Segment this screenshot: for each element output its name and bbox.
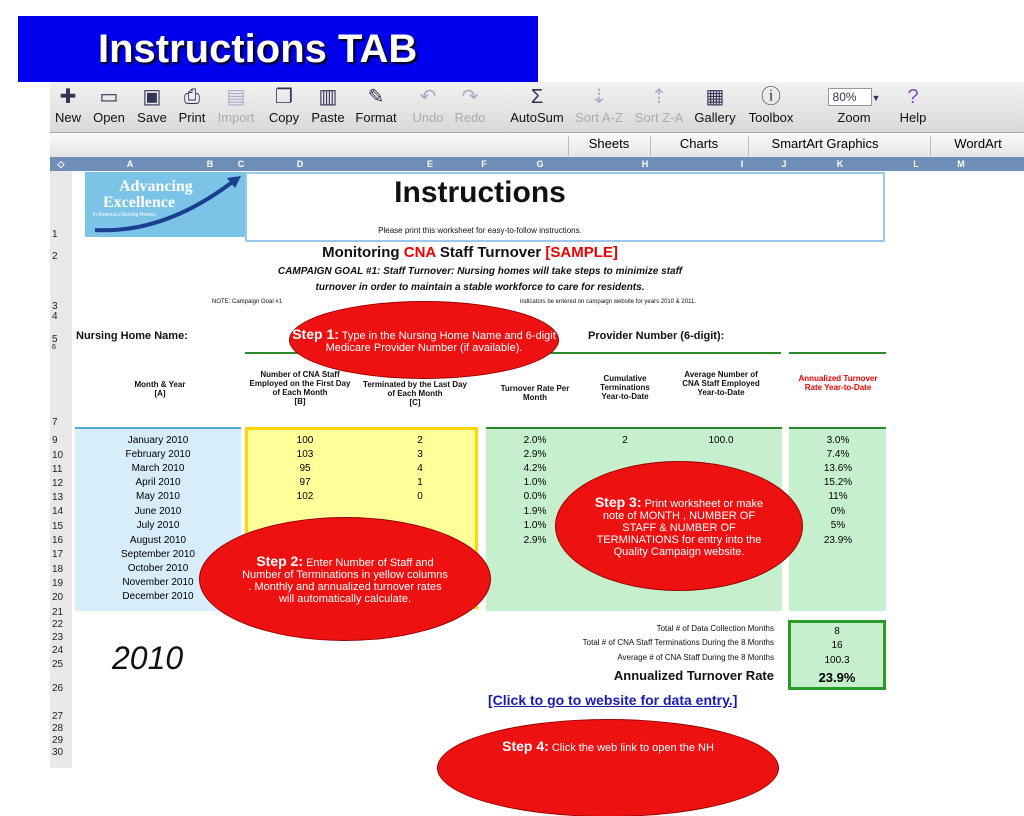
column-header[interactable]: K	[836, 159, 844, 169]
month-cell[interactable]: December 2010	[122, 591, 194, 602]
step-2-callout: Step 2: Enter Number of Staff and Number of Terminations in yellow columns . Monthly and annualized turnover rates will automatically calculate.	[200, 518, 490, 640]
annualized-cell: 23.9%	[823, 535, 853, 546]
average-cell: 100.0	[708, 435, 734, 446]
row-number[interactable]: 15	[52, 521, 64, 532]
select-all-corner[interactable]: ◇	[57, 159, 65, 169]
annualized-cell: 5%	[830, 520, 846, 531]
month-cell[interactable]: February 2010	[125, 449, 191, 460]
provider-number-label: Provider Number (6-digit):	[588, 330, 725, 342]
toolbox-icon: ⓘ	[761, 86, 781, 108]
row-number[interactable]: 28	[52, 723, 64, 734]
printer-icon: ⎙	[184, 86, 200, 108]
terminated-cell[interactable]: 2	[417, 435, 423, 446]
column-header[interactable]: A	[126, 159, 134, 169]
copy-button[interactable]: ❐ Copy	[264, 82, 304, 132]
header-annualized: Annualized Turnover Rate Year-to-Date	[798, 374, 878, 392]
column-header[interactable]: G	[536, 159, 544, 169]
annualized-rate-label: Annualized Turnover Rate	[613, 668, 774, 683]
row-number[interactable]: 29	[52, 735, 64, 746]
header-month: Month & Year [A]	[134, 380, 186, 398]
row-number[interactable]: 5	[52, 334, 58, 345]
row-number[interactable]: 18	[52, 564, 64, 575]
column-header-bar	[50, 157, 1024, 171]
row-number[interactable]: 1	[52, 229, 58, 240]
rate-cell: 2.0%	[523, 435, 547, 446]
gallery-button[interactable]: ▦ Gallery	[690, 82, 740, 132]
gallery-icon: ▦	[705, 86, 725, 108]
row-number[interactable]: 4	[52, 311, 58, 322]
campaign-goal-line1: CAMPAIGN GOAL #1: Staff Turnover: Nursing homes will take steps to minimize staff	[277, 266, 683, 277]
sort-ascending-button[interactable]: ⇣ Sort A-Z	[570, 82, 628, 132]
row-number[interactable]: 25	[52, 659, 64, 670]
rate-cell: 0.0%	[523, 491, 547, 502]
import-icon: ▤	[226, 86, 246, 108]
employed-cell[interactable]: 100	[296, 435, 314, 446]
website-link[interactable]: [Click to go to website for data entry.]	[488, 692, 738, 708]
undo-icon: ↶	[419, 86, 437, 108]
employed-cell[interactable]: 95	[299, 463, 311, 474]
redo-button[interactable]: ↷ Redo	[450, 82, 490, 132]
step-3-callout: Step 3: Print worksheet or make note of MONTH , NUMBER OF STAFF & NUMBER OF TERMINATIONS for entry into the Quality Campaign website.	[556, 462, 802, 590]
row-number[interactable]: 11	[52, 464, 63, 475]
terminated-cell[interactable]: 4	[417, 463, 423, 474]
import-button[interactable]: ▤ Import	[212, 82, 260, 132]
autosum-button[interactable]: Σ AutoSum	[506, 82, 568, 132]
row-number[interactable]: 17	[52, 549, 64, 560]
annualized-cell: 11%	[828, 491, 848, 502]
sheet-heading: Instructions	[394, 176, 566, 209]
disk-icon: ▣	[142, 86, 162, 108]
month-cell[interactable]: October 2010	[127, 563, 189, 574]
new-button[interactable]: ✚ New	[50, 82, 86, 132]
sort-ascending-icon: ⇣	[590, 86, 608, 108]
summary-label: Total # of Data Collection Months	[656, 624, 774, 633]
year-label: 2010	[112, 640, 184, 676]
row-number[interactable]: 13	[52, 492, 64, 503]
row-number[interactable]: 3	[52, 301, 58, 312]
month-cell[interactable]: July 2010	[136, 520, 180, 531]
swoosh-icon	[85, 172, 245, 237]
help-button[interactable]: ? Help	[896, 82, 930, 132]
annualized-cell: 13.6%	[823, 463, 853, 474]
tab-smartart-graphics[interactable]: SmartArt Graphics	[748, 136, 901, 156]
copy-icon: ❐	[275, 86, 293, 108]
row-number[interactable]: 7	[52, 417, 58, 428]
annualized-cell: 15.2%	[823, 477, 853, 488]
row-number[interactable]: 16	[52, 535, 64, 546]
row-number[interactable]: 6	[52, 344, 56, 351]
column-header[interactable]: J	[781, 159, 787, 169]
toolbar	[50, 82, 1024, 133]
sort-descending-button[interactable]: ⇡ Sort Z-A	[630, 82, 688, 132]
summary-value: 16	[831, 640, 843, 651]
zoom-select[interactable]: 80%	[828, 88, 872, 106]
rate-cell: 1.0%	[523, 477, 547, 488]
annualized-cell: 7.4%	[826, 449, 850, 460]
month-cell[interactable]: June 2010	[134, 506, 182, 517]
nursing-home-label: Nursing Home Name:	[76, 330, 188, 342]
row-number[interactable]: 14	[52, 506, 64, 517]
summary-label: Total # of CNA Staff Terminations During the 8 Months	[582, 638, 774, 647]
rate-cell: 2.9%	[523, 449, 547, 460]
employed-cell[interactable]: 103	[296, 449, 314, 460]
column-header[interactable]: C	[237, 159, 245, 169]
format-button[interactable]: ✎ Format	[352, 82, 400, 132]
paintbrush-icon: ✎	[367, 86, 385, 108]
toolbox-button[interactable]: ⓘ Toolbox	[742, 82, 800, 132]
note-label: NOTE: Campaign Goal #1	[212, 299, 283, 305]
new-document-icon: ✚	[59, 86, 77, 108]
row-number[interactable]: 23	[52, 632, 64, 643]
annualized-rate-value: 23.9%	[818, 670, 856, 685]
save-button[interactable]: ▣ Save	[132, 82, 172, 132]
sort-descending-icon: ⇡	[650, 86, 668, 108]
print-note: Please print this worksheet for easy-to-follow instructions.	[378, 226, 582, 235]
help-icon: ?	[907, 86, 919, 108]
column-header[interactable]: H	[641, 159, 649, 169]
column-header[interactable]: E	[426, 159, 433, 169]
row-number[interactable]: 19	[52, 578, 64, 589]
rate-cell: 4.2%	[523, 463, 547, 474]
column-header[interactable]: I	[740, 159, 744, 169]
zoom-control[interactable]: 80% ▼ Zoom	[820, 82, 888, 132]
row-number[interactable]: 21	[52, 607, 64, 618]
row-number[interactable]: 26	[52, 683, 64, 694]
banner-title: Instructions TAB	[98, 26, 418, 71]
sigma-icon: Σ	[530, 86, 544, 108]
monitoring-title: Monitoring CNA Staff Turnover [SAMPLE]	[322, 244, 618, 261]
row-number[interactable]: 12	[52, 478, 64, 489]
rate-cell: 2.9%	[523, 535, 547, 546]
summary-value: 8	[834, 626, 840, 637]
summary-label: Average # of CNA Staff During the 8 Months	[617, 653, 774, 662]
month-cell[interactable]: September 2010	[121, 549, 195, 560]
page-title-banner	[18, 16, 538, 82]
row-number[interactable]: 9	[52, 435, 58, 446]
column-header[interactable]: F	[481, 159, 487, 169]
chevron-down-icon: ▼	[871, 93, 881, 103]
step-4-callout: Step 4: Click the web link to open the NH	[438, 720, 778, 816]
month-cell[interactable]: November 2010	[122, 577, 194, 588]
rate-cell: 1.0%	[523, 520, 547, 531]
ribbon-tabs	[50, 133, 1024, 158]
step-1-callout: Step 1: Type in the Nursing Home Name and 6-digit Medicare Provider Number (if available).	[290, 302, 558, 378]
month-cell[interactable]: August 2010	[129, 535, 187, 546]
column-header[interactable]: D	[296, 159, 304, 169]
column-header[interactable]: B	[206, 159, 214, 169]
header-terminated: Terminated by the Last Day of Each Month [C]	[363, 380, 467, 407]
redo-icon: ↷	[461, 86, 479, 108]
month-cell[interactable]: May 2010	[136, 491, 180, 502]
terminated-cell[interactable]: 1	[417, 477, 423, 488]
employed-cell[interactable]: 102	[296, 491, 314, 502]
month-cell[interactable]: January 2010	[127, 435, 189, 446]
tab-sheets[interactable]: Sheets	[568, 136, 649, 156]
print-button[interactable]: ⎙ Print	[173, 82, 211, 132]
header-rate: Turnover Rate Per Month	[500, 384, 570, 402]
row-number[interactable]: 22	[52, 619, 64, 630]
month-cell[interactable]: March 2010	[131, 463, 185, 474]
terminated-cell[interactable]: 0	[417, 491, 423, 502]
column-header[interactable]: M	[957, 159, 965, 169]
row-number[interactable]: 10	[52, 450, 64, 461]
row-number[interactable]: 20	[52, 592, 64, 603]
folder-icon: ▭	[99, 86, 119, 108]
header-average: Average Number of CNA Staff Employed Year-to-Date	[682, 370, 760, 397]
employed-cell[interactable]: 97	[299, 477, 311, 488]
column-header[interactable]: L	[913, 159, 919, 169]
advancing-excellence-logo: Advancing Excellence in America's Nursing Homes	[85, 172, 245, 237]
row-number[interactable]: 30	[52, 747, 64, 758]
row-number[interactable]: 2	[52, 251, 58, 262]
tab-wordart[interactable]: WordArt	[930, 136, 1024, 156]
row-number[interactable]: 27	[52, 711, 64, 722]
row-header-bar	[50, 171, 73, 768]
summary-value: 100.3	[824, 655, 850, 666]
campaign-goal-line2: turnover in order to maintain a stable workforce to care for residents.	[315, 282, 645, 293]
undo-button[interactable]: ↶ Undo	[408, 82, 448, 132]
note-text: indicators be entered on campaign website for years 2010 & 2011.	[520, 299, 696, 305]
open-button[interactable]: ▭ Open	[88, 82, 130, 132]
terminated-cell[interactable]: 3	[417, 449, 423, 460]
header-cumulative: Cumulative Terminations Year-to-Date	[600, 374, 650, 401]
paste-button[interactable]: ▥ Paste	[306, 82, 350, 132]
row-number[interactable]: 24	[52, 645, 64, 656]
header-employed: Number of CNA Staff Employed on the First Day of Each Month [B]	[249, 370, 351, 406]
cumulative-cell: 2	[622, 435, 628, 446]
summary-box	[788, 620, 886, 690]
clipboard-icon: ▥	[318, 86, 338, 108]
month-cell[interactable]: April 2010	[135, 477, 181, 488]
tab-charts[interactable]: Charts	[650, 136, 747, 156]
annualized-cell: 0%	[830, 506, 846, 517]
annualized-cell: 3.0%	[826, 435, 850, 446]
rate-cell: 1.9%	[523, 506, 547, 517]
